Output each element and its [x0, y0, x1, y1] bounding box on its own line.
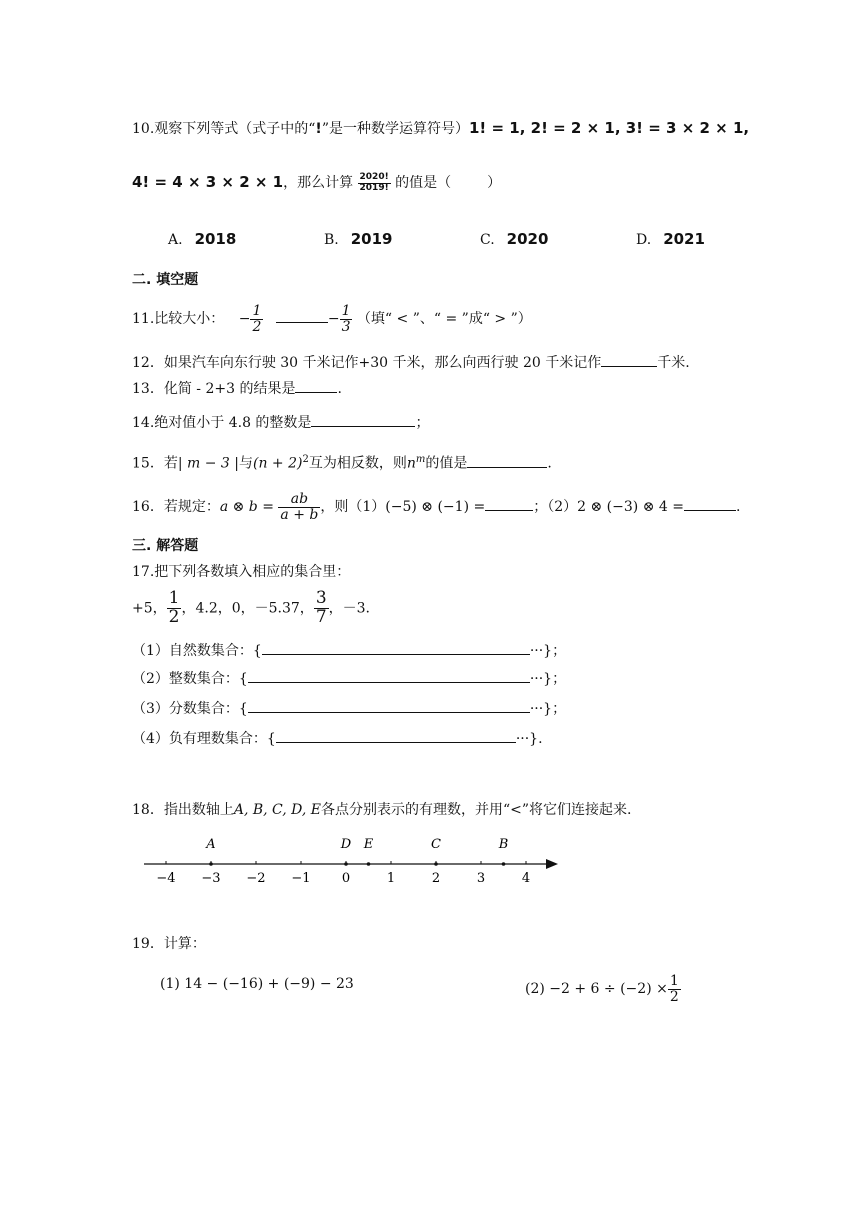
number-line-tick-label: 0: [341, 871, 351, 886]
number-line-tick-label: −1: [291, 871, 311, 886]
q12: [132, 352, 690, 373]
q10-mid: ，那么计算: [283, 175, 354, 191]
q18-text: 18．指出数轴上A, B, C, D, E各点分别表示的有理数，并用“<”将它们连接起来.: [132, 802, 632, 818]
q16-fraction: $\frac{ab}{a + b}$: [280, 491, 319, 523]
q11-hint: （填“ < ”、“ = ”成“ > ”）: [356, 311, 532, 328]
q11-blank[interactable]: [276, 308, 328, 323]
number-line-arrow: [546, 859, 558, 869]
q19-frac-half: $\frac{1}{2}$: [669, 973, 679, 1005]
number-line-tick-label: 2: [431, 871, 441, 886]
q10-eq4: 4! = 4 × 3 × 2 × 1: [132, 173, 284, 191]
number-line-point-label-E: E: [363, 837, 374, 852]
q16-definition: a ⊗ b =: [219, 499, 274, 516]
q15-square: (n + 2): [252, 455, 303, 472]
q11: 11.比较大小： − $\frac{1}{2}$ − $\frac{1}{3}$ （填“ < ”、“ = ”成“ > ”）: [132, 303, 532, 335]
number-line-point-E: [367, 862, 371, 866]
q19-part1: (1) 14 − (−16) + (−9) − 23: [160, 976, 354, 992]
q15: 15．若| m − 3 |与$(n + 2)^2$互为相反数，则$n^m$的值是 .: [132, 454, 552, 472]
number-line-tick-label: −2: [246, 871, 266, 886]
q12-unit: 千米.: [657, 355, 690, 371]
q16-part2: 2 ⊗ (−3) ⊗ 4 =: [577, 499, 684, 516]
q10-option-c: C. 2020: [480, 230, 549, 248]
q10-eq1: 1! = 1: [468, 119, 520, 137]
number-line-tick-label: −3: [201, 871, 221, 886]
number-line-point-A: [209, 862, 213, 866]
number-line-tick-label: −4: [156, 871, 176, 886]
number-line-point-C: [434, 862, 438, 866]
q17-title: 17.把下列各数填入相应的集合里：: [132, 564, 351, 580]
q10-eq2: 2! = 2 × 1: [530, 119, 615, 137]
q10-line2: [132, 172, 501, 193]
q17-blank-integer[interactable]: [248, 668, 530, 683]
q16-blank2[interactable]: [684, 496, 736, 511]
q17-blank-natural[interactable]: [262, 640, 530, 655]
q12-text: 12．如果汽车向东行驶 30 千米记作+30 千米，那么向西行驶 20 千米记作: [132, 355, 602, 371]
section2-heading: 二. 填空题: [132, 272, 199, 288]
q13-blank[interactable]: [295, 378, 337, 393]
q17-blank-fraction[interactable]: [248, 698, 530, 713]
q13-text: 13．化简 - 2+3 的结果是: [132, 381, 296, 397]
q19-part2: (2) −2 + 6 ÷ (−2) × $\frac{1}{2}$: [525, 973, 679, 1005]
q10-option-d: D. 2021: [636, 230, 705, 248]
q15-blank[interactable]: [467, 453, 547, 468]
number-line-point-label-B: B: [498, 837, 509, 852]
q17-frac-half: $\frac{1}{2}$: [168, 588, 180, 627]
number-line-point-label-C: C: [431, 837, 441, 852]
q10-option-a: A. 2018: [168, 230, 237, 248]
q10-intro2: ”是一种数学运算符号）: [321, 121, 469, 137]
q17-set-integer: （2）整数集合：{ ···}；: [132, 668, 566, 689]
number-line-tick-label: 4: [521, 871, 531, 886]
q15-abs: | m − 3 |: [177, 455, 239, 472]
number-line-tick-label: 1: [386, 871, 396, 886]
q19-title: 19．计算：: [132, 936, 206, 952]
q17-set-fraction: （3）分数集合：{ ···}；: [132, 698, 566, 719]
q17-blank-negative[interactable]: [276, 728, 516, 743]
number-line-point-D: [344, 862, 348, 866]
q17-set-natural: （1）自然数集合：{ ···}；: [132, 640, 566, 661]
q10-fraction: $\frac{2020!}{2019!}$: [359, 172, 389, 193]
q10-tail: 的值是（: [395, 175, 452, 191]
q10-bang: !: [315, 121, 322, 137]
section3-heading: 三. 解答题: [132, 538, 199, 554]
number-line-tick-label: 3: [476, 871, 486, 886]
q16-blank1[interactable]: [485, 496, 533, 511]
q11-label: 11.比较大小：: [132, 311, 225, 328]
q17-numbers: +5， $\frac{1}{2}$ ，4.2，0，－5.37， $\frac{3}{7}$ ，－3.: [132, 588, 370, 627]
number-line: [140, 832, 580, 892]
q14: 14.绝对值小于 4.8 的整数是 ；: [132, 412, 429, 433]
q10-option-b: B. 2019: [324, 230, 393, 248]
q16-part1: (−5) ⊗ (−1) =: [385, 499, 486, 516]
number-line-point-label-A: A: [206, 837, 216, 852]
number-line-point-B: [502, 862, 506, 866]
q17-set-negative: （4）负有理数集合：{ ···}.: [132, 728, 543, 749]
q10-eq3: 3! = 3 × 2 × 1: [625, 119, 744, 137]
q12-blank[interactable]: [601, 352, 657, 367]
q13: 13．化简 - 2+3 的结果是 .: [132, 378, 342, 399]
q14-blank[interactable]: [311, 412, 415, 427]
q11-frac2: $\frac{1}{3}$: [341, 303, 351, 335]
q10-line1: 10.观察下列等式（式子中的“!”是一种数学运算符号）1! = 1, 2! = 2 × 1, 3! = 3 × 2 × 1,: [132, 119, 750, 137]
q11-frac1: $\frac{1}{2}$: [252, 303, 262, 335]
q17-frac-three-sevenths: $\frac{3}{7}$: [315, 588, 327, 627]
q14-text: 14.绝对值小于 4.8 的整数是: [132, 415, 312, 431]
q16: 16．若规定：a ⊗ b = $\frac{ab}{a + b}$ ，则（1）(−5) ⊗ (−1) = ；（2）2 ⊗ (−3) ⊗ 4 = .: [132, 491, 741, 523]
q10-paren-close: ）: [487, 175, 502, 191]
q10-intro: 10.观察下列等式（式子中的“: [132, 121, 316, 137]
q18-points: A, B, C, D, E: [233, 802, 321, 818]
number-line-point-label-D: D: [340, 837, 352, 852]
